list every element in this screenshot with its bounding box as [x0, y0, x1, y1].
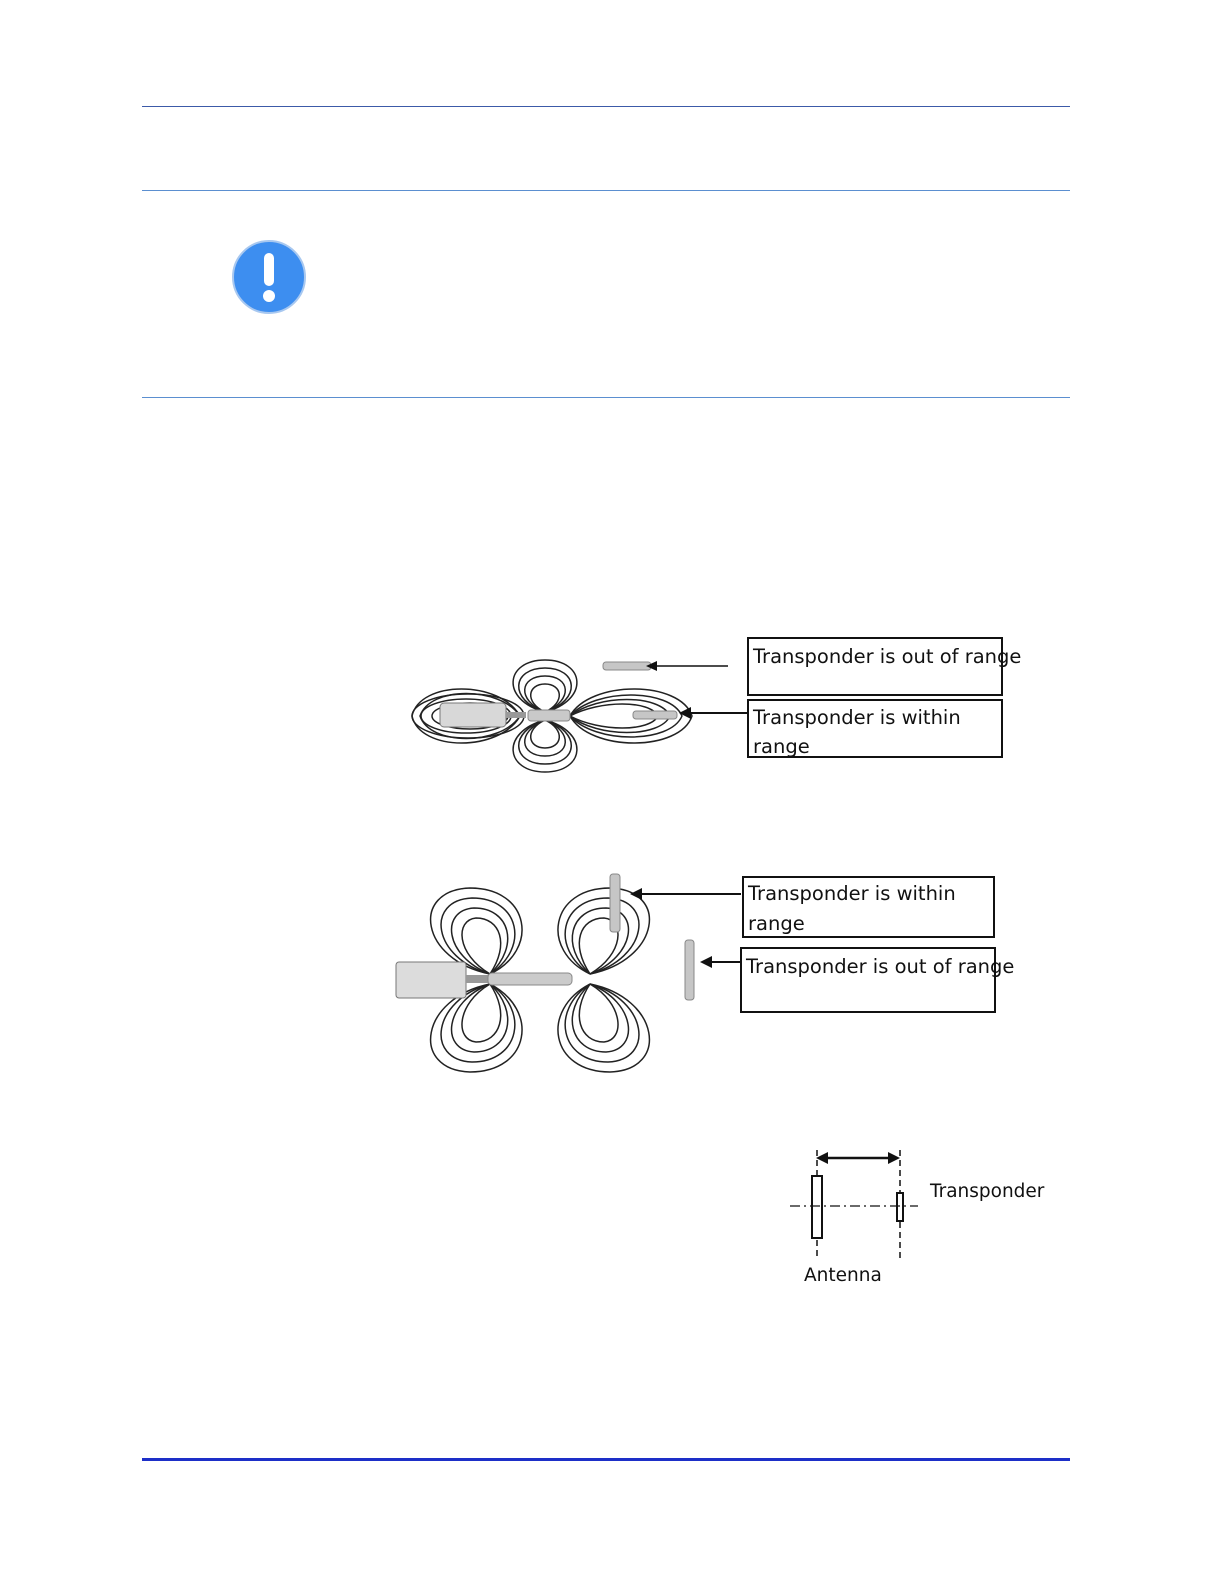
fig1-within-range-text-1: Transponder is within	[753, 706, 961, 729]
fig2-within-range-text-1: Transponder is within	[748, 882, 956, 905]
fig3-transponder-label: Transponder	[930, 1181, 1045, 1202]
fig2-within-range-text-2: range	[748, 912, 805, 935]
fig1-out-of-range-text: Transponder is out of range	[753, 645, 1022, 668]
fig2-out-of-range-text: Transponder is out of range	[746, 955, 1015, 978]
fig1-within-range-text-2: range	[753, 735, 810, 758]
fig3-antenna-label: Antenna	[804, 1265, 882, 1286]
